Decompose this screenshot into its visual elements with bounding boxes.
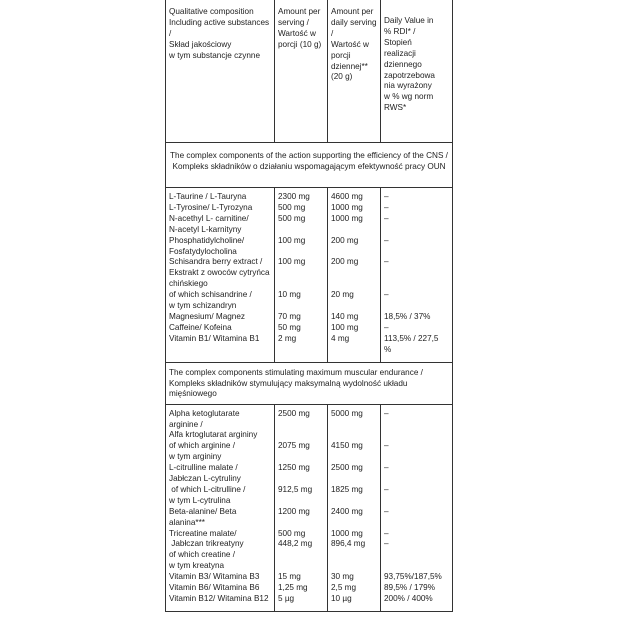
daily-value bbox=[331, 485, 377, 507]
ingredient-name bbox=[169, 539, 271, 550]
cell-line bbox=[384, 561, 449, 572]
cell-line bbox=[278, 561, 324, 572]
cell-line: 10 mg bbox=[278, 290, 301, 300]
cell-line: chińskiego bbox=[169, 279, 208, 289]
cell-line bbox=[278, 550, 324, 561]
header-line: / bbox=[331, 28, 334, 38]
header-line: Including active substances bbox=[169, 17, 270, 27]
cell-line: w tym argininy bbox=[169, 452, 222, 462]
section-header-cns bbox=[166, 143, 453, 188]
header-daily-value bbox=[381, 0, 453, 143]
header-line: Qualitative composition bbox=[169, 7, 254, 16]
serving-value bbox=[278, 572, 324, 583]
serving-column bbox=[275, 404, 328, 611]
cell-line bbox=[384, 225, 449, 236]
cell-line: – bbox=[384, 322, 389, 332]
cell-line: – bbox=[384, 528, 389, 538]
header-line: / bbox=[169, 28, 172, 38]
ingredient-name bbox=[169, 236, 271, 258]
cell-line: Vitamin B6/ Witamina B6 bbox=[169, 583, 260, 593]
ingredient-name bbox=[169, 323, 271, 334]
cell-line: 140 mg bbox=[331, 311, 359, 321]
cell-line: 20 mg bbox=[331, 290, 354, 300]
rdi-value bbox=[384, 236, 449, 258]
cell-line: – bbox=[384, 463, 389, 473]
cell-line: 15 mg bbox=[278, 572, 301, 582]
cell-line bbox=[278, 247, 324, 258]
cell-line: – bbox=[384, 202, 389, 212]
daily-column bbox=[328, 188, 381, 363]
ingredient-column bbox=[166, 188, 275, 363]
cell-line: 2300 mg bbox=[278, 192, 310, 201]
cell-line: L-Tyrosine/ L-Tyrozyna bbox=[169, 202, 253, 212]
cell-line: 100 mg bbox=[331, 322, 359, 332]
header-amount-serving bbox=[275, 0, 328, 143]
cell-line bbox=[384, 518, 449, 529]
serving-value bbox=[278, 441, 324, 463]
section-title-line: The complex components stimulating maximum muscular endurance / bbox=[169, 367, 423, 377]
cell-line: of which creatine / bbox=[169, 550, 235, 560]
cell-line: % bbox=[384, 344, 392, 354]
cell-line: 2075 mg bbox=[278, 441, 310, 451]
daily-value bbox=[331, 539, 377, 550]
cell-line: 200 mg bbox=[331, 257, 359, 267]
serving-value bbox=[278, 409, 324, 442]
daily-value bbox=[331, 583, 377, 594]
serving-value bbox=[278, 214, 324, 236]
cell-line bbox=[331, 247, 377, 258]
rdi-value bbox=[384, 290, 449, 312]
cell-line: 4150 mg bbox=[331, 441, 363, 451]
serving-value bbox=[278, 594, 324, 605]
serving-value bbox=[278, 334, 324, 356]
ingredient-name bbox=[169, 214, 271, 236]
cell-line: – bbox=[384, 235, 389, 245]
header-line: dziennej** bbox=[331, 61, 368, 71]
header-line: w % wg norm bbox=[384, 92, 434, 102]
ingredient-name bbox=[169, 290, 271, 312]
serving-value bbox=[278, 257, 324, 290]
header-line: Wartość w bbox=[278, 28, 316, 38]
cell-line bbox=[384, 430, 449, 441]
cell-line bbox=[331, 430, 377, 441]
cell-line bbox=[331, 420, 377, 431]
cell-line: of which arginine / bbox=[169, 441, 235, 451]
ingredient-name bbox=[169, 463, 271, 485]
cell-line bbox=[278, 225, 324, 236]
daily-value bbox=[331, 572, 377, 583]
daily-value bbox=[331, 550, 377, 572]
serving-value bbox=[278, 203, 324, 214]
cell-line: 4 mg bbox=[331, 333, 350, 343]
cell-line bbox=[331, 550, 377, 561]
section-title-line: The complex components of the action supporting the efficiency of the CNS / bbox=[170, 151, 448, 160]
cell-line: 896,4 mg bbox=[331, 539, 366, 549]
header-line: w tym substancje czynne bbox=[169, 50, 261, 60]
header-line: dziennego bbox=[384, 59, 422, 69]
cell-line: alanina*** bbox=[169, 517, 205, 527]
cell-line bbox=[384, 279, 449, 290]
header-line: serving / bbox=[278, 17, 309, 27]
cell-line: Jabłczan L-cytruliny bbox=[169, 474, 241, 484]
header-line: porcji (10 g) bbox=[278, 39, 322, 49]
cell-line: 500 mg bbox=[278, 528, 306, 538]
cell-line: 2500 mg bbox=[331, 463, 363, 473]
section-data-endurance bbox=[166, 404, 453, 611]
daily-value bbox=[331, 214, 377, 236]
rdi-value bbox=[384, 441, 449, 463]
section-title-line: Kompleks składników stymulujący maksymalną wydolność układu bbox=[169, 378, 408, 388]
cell-line bbox=[331, 225, 377, 236]
cell-line: – bbox=[384, 539, 389, 549]
cell-line: L-citrulline malate / bbox=[169, 463, 238, 473]
cell-line: 200% / 400% bbox=[384, 594, 433, 603]
cell-line: Phosphatidylcholine/ bbox=[169, 235, 245, 245]
rdi-value bbox=[384, 572, 449, 583]
daily-value bbox=[331, 257, 377, 290]
daily-column bbox=[328, 404, 381, 611]
cell-line: 1250 mg bbox=[278, 463, 310, 473]
nutrition-table bbox=[165, 0, 453, 612]
cell-line bbox=[278, 474, 324, 485]
daily-value bbox=[331, 334, 377, 356]
daily-value bbox=[331, 594, 377, 605]
cell-line bbox=[331, 561, 377, 572]
cell-line: 200 mg bbox=[331, 235, 359, 245]
cell-line: 2400 mg bbox=[331, 506, 363, 516]
cell-line: 100 mg bbox=[278, 257, 306, 267]
header-amount-daily bbox=[328, 0, 381, 143]
cell-line: – bbox=[384, 192, 389, 201]
cell-line: 1825 mg bbox=[331, 484, 363, 494]
cell-line: 912,5 mg bbox=[278, 484, 313, 494]
serving-value bbox=[278, 529, 324, 540]
rdi-value bbox=[384, 214, 449, 236]
cell-line: Ekstrakt z owoców cytryńca bbox=[169, 268, 270, 278]
ingredient-name bbox=[169, 441, 271, 463]
cell-line: – bbox=[384, 257, 389, 267]
cell-line: Alfa krtoglutarat argininy bbox=[169, 430, 258, 440]
cell-line bbox=[278, 268, 324, 279]
rdi-value bbox=[384, 334, 449, 356]
header-line: realizacji bbox=[384, 48, 416, 58]
header-line: nia wyrażony bbox=[384, 81, 432, 91]
cell-line: 1200 mg bbox=[278, 506, 310, 516]
ingredient-name bbox=[169, 529, 271, 540]
rdi-value bbox=[384, 550, 449, 572]
cell-line bbox=[278, 496, 324, 507]
cell-line: 100 mg bbox=[278, 235, 306, 245]
cell-line: 30 mg bbox=[331, 572, 354, 582]
header-line: Daily Value in bbox=[384, 16, 434, 25]
daily-value bbox=[331, 192, 377, 203]
header-line: porcji bbox=[331, 50, 351, 60]
cell-line bbox=[384, 550, 449, 561]
serving-value bbox=[278, 485, 324, 507]
section-title-line: Kompleks składników o działaniu wspomagającym efektywność pracy OUN bbox=[172, 161, 446, 171]
daily-value bbox=[331, 203, 377, 214]
serving-column bbox=[275, 188, 328, 363]
cell-line: N-acetyl L-karnityny bbox=[169, 224, 242, 234]
rdi-value bbox=[384, 409, 449, 442]
serving-value bbox=[278, 550, 324, 572]
rdi-value bbox=[384, 529, 449, 540]
cell-line: Tricreatine malate/ bbox=[169, 528, 237, 538]
daily-value bbox=[331, 312, 377, 323]
cell-line: Fosfatydylocholina bbox=[169, 246, 237, 256]
daily-value bbox=[331, 409, 377, 442]
ingredient-name bbox=[169, 507, 271, 529]
daily-value bbox=[331, 323, 377, 334]
section-title bbox=[166, 362, 453, 404]
cell-line: w tym schizandryn bbox=[169, 301, 237, 311]
cell-line: 1000 mg bbox=[331, 202, 363, 212]
daily-value bbox=[331, 290, 377, 312]
header-line: daily serving bbox=[331, 17, 377, 27]
header-line: RWS* bbox=[384, 103, 407, 113]
cell-line bbox=[278, 279, 324, 290]
cell-line: Schisandra berry extract / bbox=[169, 257, 263, 267]
header-line: Skład jakościowy bbox=[169, 39, 232, 49]
cell-line: 18,5% / 37% bbox=[384, 311, 431, 321]
cell-line: 2500 mg bbox=[278, 408, 310, 418]
ingredient-name bbox=[169, 572, 271, 583]
cell-line bbox=[331, 279, 377, 290]
cell-line: Vitamin B1/ Witamina B1 bbox=[169, 333, 260, 343]
ingredient-name bbox=[169, 485, 271, 507]
cell-line bbox=[384, 247, 449, 258]
section-title-line: mięśniowego bbox=[169, 389, 217, 399]
cell-line: N-acethyl L- carnitine/ bbox=[169, 213, 249, 223]
serving-value bbox=[278, 323, 324, 334]
header-line: (20 g) bbox=[331, 72, 353, 82]
cell-line bbox=[384, 301, 449, 312]
cell-line: – bbox=[384, 213, 389, 223]
cell-line: Magnesium/ Magnez bbox=[169, 311, 245, 321]
cell-line: – bbox=[384, 484, 389, 494]
cell-line bbox=[384, 496, 449, 507]
cell-line: 5000 mg bbox=[331, 408, 363, 418]
cell-line bbox=[384, 452, 449, 463]
cell-line: – bbox=[384, 441, 389, 451]
cell-line: – bbox=[384, 408, 389, 418]
serving-value bbox=[278, 290, 324, 312]
ingredient-name bbox=[169, 583, 271, 594]
rdi-value bbox=[384, 594, 449, 605]
section-data-cns bbox=[166, 188, 453, 363]
cell-line: Caffeine/ Kofeina bbox=[169, 322, 232, 332]
serving-value bbox=[278, 192, 324, 203]
cell-line: w tym kreatyna bbox=[169, 561, 225, 571]
cell-line: 5 µg bbox=[278, 594, 295, 603]
header-row bbox=[166, 0, 453, 143]
cell-line bbox=[384, 268, 449, 279]
section-title bbox=[166, 143, 453, 188]
cell-line: 4600 mg bbox=[331, 192, 363, 201]
cell-line: 448,2 mg bbox=[278, 539, 313, 549]
header-line: zapotrzebowa bbox=[384, 70, 435, 80]
cell-line: 10 µg bbox=[331, 594, 352, 603]
cell-line: 500 mg bbox=[278, 213, 306, 223]
ingredient-name bbox=[169, 312, 271, 323]
cell-line: Vitamin B12/ Witamina B12 bbox=[169, 594, 269, 603]
cell-line: 2 mg bbox=[278, 333, 297, 343]
cell-line bbox=[278, 420, 324, 431]
cell-line bbox=[384, 474, 449, 485]
cell-line bbox=[331, 345, 377, 356]
cell-line bbox=[331, 452, 377, 463]
cell-line bbox=[278, 345, 324, 356]
cell-line: of which L-citrulline / bbox=[169, 484, 246, 494]
cell-line bbox=[278, 518, 324, 529]
serving-value bbox=[278, 463, 324, 485]
header-line: Amount per bbox=[278, 7, 321, 16]
cell-line bbox=[384, 420, 449, 431]
rdi-value bbox=[384, 257, 449, 290]
daily-value bbox=[331, 441, 377, 463]
cell-line bbox=[331, 474, 377, 485]
rdi-value bbox=[384, 312, 449, 323]
cell-line: 89,5% / 179% bbox=[384, 583, 435, 593]
rdi-value bbox=[384, 485, 449, 507]
rdi-value bbox=[384, 203, 449, 214]
serving-value bbox=[278, 236, 324, 258]
serving-value bbox=[278, 539, 324, 550]
rdi-value bbox=[384, 583, 449, 594]
header-line: % RDI* / bbox=[384, 26, 416, 36]
cell-line: Vitamin B3/ Witamina B3 bbox=[169, 572, 260, 582]
cell-line: 1000 mg bbox=[331, 528, 363, 538]
ingredient-name bbox=[169, 409, 271, 442]
cell-line: 50 mg bbox=[278, 322, 301, 332]
cell-line: 1000 mg bbox=[331, 213, 363, 223]
ingredient-name bbox=[169, 594, 271, 605]
rdi-value bbox=[384, 539, 449, 550]
cell-line bbox=[278, 452, 324, 463]
cell-line bbox=[278, 301, 324, 312]
serving-value bbox=[278, 507, 324, 529]
header-line: Wartość w bbox=[331, 39, 369, 49]
cell-line: arginine / bbox=[169, 419, 203, 429]
cell-line: 500 mg bbox=[278, 202, 306, 212]
cell-line: of which schisandrine / bbox=[169, 290, 252, 300]
cell-line: 2,5 mg bbox=[331, 583, 357, 593]
rdi-value bbox=[384, 507, 449, 529]
section-header-endurance bbox=[166, 362, 453, 404]
cell-line bbox=[169, 345, 271, 356]
daily-value bbox=[331, 236, 377, 258]
daily-value bbox=[331, 463, 377, 485]
cell-line bbox=[331, 268, 377, 279]
rdi-value bbox=[384, 463, 449, 485]
daily-value bbox=[331, 507, 377, 529]
ingredient-column bbox=[166, 404, 275, 611]
cell-line bbox=[331, 496, 377, 507]
rdi-column bbox=[381, 404, 453, 611]
cell-line: 113,5% / 227,5 bbox=[384, 333, 439, 343]
cell-line bbox=[331, 301, 377, 312]
ingredient-name bbox=[169, 203, 271, 214]
rdi-value bbox=[384, 323, 449, 334]
cell-line: 93,75%/187,5% bbox=[384, 572, 442, 582]
daily-value bbox=[331, 529, 377, 540]
cell-line bbox=[331, 518, 377, 529]
ingredient-name bbox=[169, 334, 271, 356]
ingredient-name bbox=[169, 257, 271, 290]
cell-line: 1,25 mg bbox=[278, 583, 308, 593]
cell-line: w tym L-cytrulina bbox=[169, 495, 231, 505]
cell-line: – bbox=[384, 506, 389, 516]
cell-line: Alpha ketoglutarate bbox=[169, 408, 240, 418]
serving-value bbox=[278, 312, 324, 323]
cell-line bbox=[278, 430, 324, 441]
header-line: Amount per bbox=[331, 7, 374, 16]
cell-line: – bbox=[384, 290, 389, 300]
cell-line: Jabłczan trikreatyny bbox=[169, 539, 244, 549]
ingredient-name bbox=[169, 550, 271, 572]
ingredient-name bbox=[169, 192, 271, 203]
cell-line: Beta-alanine/ Beta bbox=[169, 506, 237, 516]
rdi-value bbox=[384, 192, 449, 203]
header-line: Stopień bbox=[384, 37, 412, 47]
header-composition bbox=[166, 0, 275, 143]
cell-line: 70 mg bbox=[278, 311, 301, 321]
rdi-column bbox=[381, 188, 453, 363]
cell-line: L-Taurine / L-Tauryna bbox=[169, 192, 247, 201]
serving-value bbox=[278, 583, 324, 594]
